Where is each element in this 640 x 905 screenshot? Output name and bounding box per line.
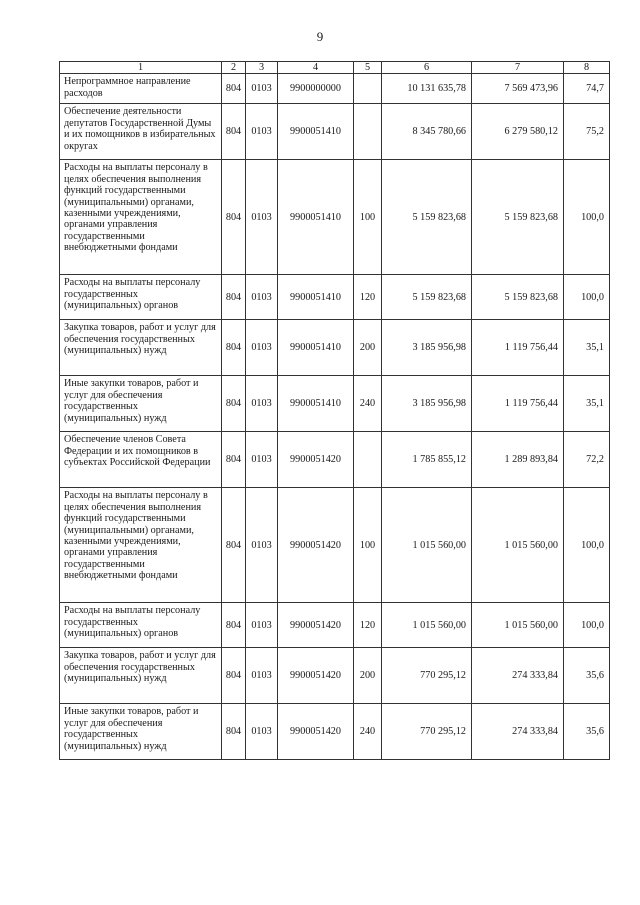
row-col-6: 770 295,12 [382,648,472,704]
budget-table [59,61,610,760]
row-col-8: 100,0 [564,488,610,603]
row-col-7: 1 015 560,00 [472,488,564,603]
row-col-6: 8 345 780,66 [382,104,472,160]
row-col-6: 10 131 635,78 [382,74,472,104]
row-name: Закупка товаров, работ и услуг для обеспечения государственных (муниципальных) нужд [60,648,222,704]
row-col-5 [354,74,382,104]
row-col-4: 9900051410 [278,275,354,320]
header-cell-6: 6 [382,62,472,74]
row-col-7: 1 119 756,44 [472,320,564,376]
table-row [60,704,610,760]
row-col-4: 9900051420 [278,704,354,760]
table-row [60,160,610,275]
row-col-3: 0103 [246,74,278,104]
header-cell-3: 3 [246,62,278,74]
row-col-3: 0103 [246,275,278,320]
row-col-4: 9900051420 [278,648,354,704]
row-col-5 [354,104,382,160]
row-col-2: 804 [222,648,246,704]
header-cell-2: 2 [222,62,246,74]
row-col-2: 804 [222,603,246,648]
row-col-6: 3 185 956,98 [382,320,472,376]
row-col-7: 1 289 893,84 [472,432,564,488]
row-col-4: 9900051420 [278,603,354,648]
row-col-7: 5 159 823,68 [472,160,564,275]
row-name: Иные закупки товаров, работ и услуг для обеспечения государственных (муниципальных) нужд [60,704,222,760]
row-col-7: 274 333,84 [472,704,564,760]
row-col-5 [354,432,382,488]
row-col-6: 1 015 560,00 [382,488,472,603]
row-col-5: 240 [354,376,382,432]
row-col-5: 120 [354,603,382,648]
row-col-7: 5 159 823,68 [472,275,564,320]
row-col-7: 274 333,84 [472,648,564,704]
row-name: Закупка товаров, работ и услуг для обеспечения государственных (муниципальных) нужд [60,320,222,376]
row-col-4: 9900051410 [278,104,354,160]
row-col-3: 0103 [246,648,278,704]
row-col-2: 804 [222,432,246,488]
row-col-8: 35,1 [564,320,610,376]
row-col-3: 0103 [246,603,278,648]
header-cell-1: 1 [60,62,222,74]
row-name: Расходы на выплаты персоналу государственных (муниципальных) органов [60,603,222,648]
row-col-8: 35,6 [564,704,610,760]
row-col-4: 9900051410 [278,320,354,376]
header-cell-4: 4 [278,62,354,74]
row-col-8: 72,2 [564,432,610,488]
row-name: Обеспечение членов Совета Федерации и их помощников в субъектах Российской Федерации [60,432,222,488]
row-col-6: 1 785 855,12 [382,432,472,488]
table-row [60,104,610,160]
row-col-8: 74,7 [564,74,610,104]
row-col-6: 5 159 823,68 [382,160,472,275]
row-col-3: 0103 [246,432,278,488]
row-col-6: 3 185 956,98 [382,376,472,432]
page-number: 9 [316,29,324,44]
row-name: Иные закупки товаров, работ и услуг для обеспечения государственных (муниципальных) нужд [60,376,222,432]
row-col-2: 804 [222,704,246,760]
row-col-6: 770 295,12 [382,704,472,760]
row-col-5: 100 [354,488,382,603]
row-col-3: 0103 [246,376,278,432]
row-col-5: 240 [354,704,382,760]
row-col-8: 75,2 [564,104,610,160]
row-name: Расходы на выплаты персоналу в целях обеспечения выполнения функций государственными (муниципальными) органами, казенными учреждениями, органами управления государственными внебюджетными фондами [60,488,222,603]
row-col-6: 5 159 823,68 [382,275,472,320]
row-name: Расходы на выплаты персоналу государственных (муниципальных) органов [60,275,222,320]
row-col-6: 1 015 560,00 [382,603,472,648]
row-col-3: 0103 [246,320,278,376]
row-col-5: 120 [354,275,382,320]
table-row [60,488,610,603]
row-col-5: 200 [354,648,382,704]
table-row [60,648,610,704]
row-col-2: 804 [222,275,246,320]
row-col-3: 0103 [246,160,278,275]
row-col-3: 0103 [246,104,278,160]
row-name: Расходы на выплаты персоналу в целях обеспечения выполнения функций государственными (муниципальными) органами, казенными учреждениями, органами управления государственными внебюджетными фондами [60,160,222,275]
table-row [60,603,610,648]
row-col-8: 100,0 [564,603,610,648]
table-row [60,74,610,104]
row-col-3: 0103 [246,488,278,603]
row-col-7: 1 119 756,44 [472,376,564,432]
header-cell-5: 5 [354,62,382,74]
row-col-7: 7 569 473,96 [472,74,564,104]
row-name: Непрограммное направление расходов [60,74,222,104]
table-row [60,432,610,488]
row-col-8: 100,0 [564,160,610,275]
row-col-4: 9900000000 [278,74,354,104]
row-col-2: 804 [222,376,246,432]
row-col-4: 9900051420 [278,488,354,603]
header-cell-8: 8 [564,62,610,74]
row-col-2: 804 [222,160,246,275]
row-col-8: 100,0 [564,275,610,320]
table-row [60,275,610,320]
row-col-8: 35,6 [564,648,610,704]
table-row [60,320,610,376]
row-col-7: 1 015 560,00 [472,603,564,648]
row-col-4: 9900051410 [278,160,354,275]
row-col-4: 9900051410 [278,376,354,432]
row-col-2: 804 [222,488,246,603]
header-row [60,62,610,74]
row-col-5: 100 [354,160,382,275]
table-row [60,376,610,432]
row-col-5: 200 [354,320,382,376]
header-cell-7: 7 [472,62,564,74]
row-col-2: 804 [222,104,246,160]
row-col-3: 0103 [246,704,278,760]
row-col-7: 6 279 580,12 [472,104,564,160]
row-name: Обеспечение деятельности депутатов Государственной Думы и их помощников в избирательных округах [60,104,222,160]
row-col-4: 9900051420 [278,432,354,488]
row-col-8: 35,1 [564,376,610,432]
row-col-2: 804 [222,320,246,376]
row-col-2: 804 [222,74,246,104]
